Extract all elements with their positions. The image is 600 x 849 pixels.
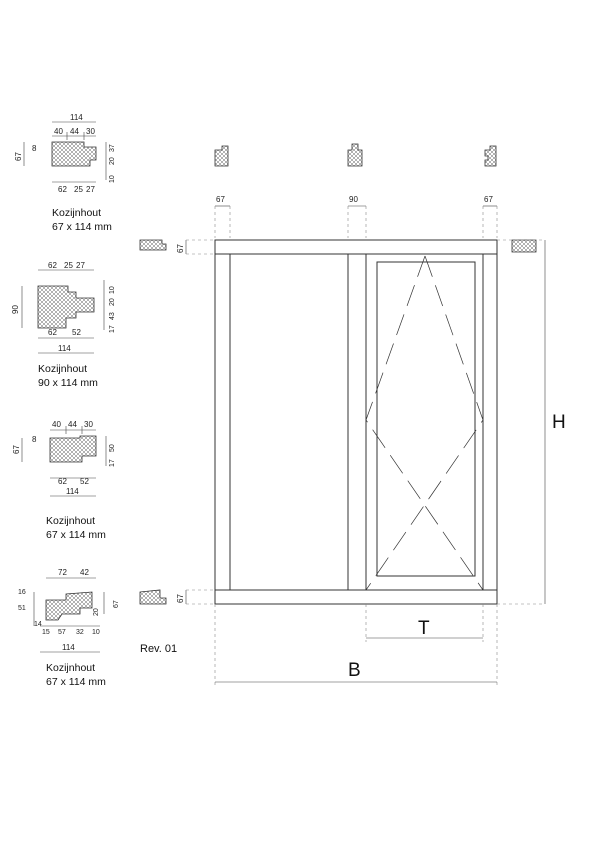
p3-dim-right-b: 17 — [109, 459, 116, 467]
col-dim-mid: 90 — [349, 195, 358, 204]
p4-dim-bot-d: 10 — [92, 629, 100, 636]
p2-dim-top-b: 25 — [64, 261, 73, 270]
p2-dim-bot-a: 62 — [48, 328, 57, 337]
p3-dim-left: 67 — [12, 445, 21, 454]
p1-dim-bot-a: 62 — [58, 185, 67, 194]
p2-dim-top-a: 62 — [48, 261, 57, 270]
p1-dim-right-c: 10 — [109, 175, 116, 183]
p3-dim-right-a: 50 — [109, 444, 116, 452]
p4-dim-bot-c: 32 — [76, 629, 84, 636]
width-dimension — [215, 660, 497, 682]
p3-section — [50, 436, 96, 462]
p1-dim-top-b: 44 — [70, 127, 79, 136]
p1-size: 67 x 114 mm — [52, 221, 112, 233]
p2-dim-left: 90 — [11, 305, 20, 314]
p4-dim-top-a: 72 — [58, 568, 67, 577]
p2-dim-right-b: 20 — [109, 298, 116, 306]
height-label: H — [552, 412, 566, 433]
p1-dim-left: 67 — [14, 152, 23, 161]
p1-dim-bot-b: 25 — [74, 185, 83, 194]
p4-dim-bot-b: 57 — [58, 629, 66, 636]
sash-label: T — [418, 618, 430, 639]
turn-sash — [366, 256, 483, 590]
p1-dim-total: 114 — [70, 113, 83, 122]
p4-dim-left-a: 16 — [18, 589, 26, 596]
p2-dim-right-d: 17 — [109, 325, 116, 333]
row-dim-top: 67 — [176, 244, 185, 253]
revision-label: Rev. 01 — [140, 643, 178, 655]
p3-size: 67 x 114 mm — [46, 529, 106, 541]
profile-3 — [12, 420, 116, 541]
p3-dim-bot-a: 62 — [58, 477, 67, 486]
p4-dim-total: 114 — [62, 643, 75, 652]
p3-dim-total: 114 — [66, 487, 79, 496]
profile-1 — [14, 113, 116, 233]
p2-dim-top-c: 27 — [76, 261, 85, 270]
col-dim-right: 67 — [484, 195, 493, 204]
p3-dim-top-a: 40 — [52, 420, 61, 429]
p1-section — [52, 142, 96, 166]
p2-dim-right-a: 10 — [109, 286, 116, 294]
col-dim-left: 67 — [216, 195, 225, 204]
profile-2 — [11, 261, 116, 389]
p4-size: 67 x 114 mm — [46, 676, 106, 688]
right-top-section — [512, 240, 536, 252]
p3-dim-bot-b: 52 — [80, 477, 89, 486]
p4-dim-left-c: 14 — [34, 621, 42, 628]
p3-dim-top-b: 44 — [68, 420, 77, 429]
profile-4 — [18, 568, 120, 688]
height-dimension — [497, 240, 566, 604]
p4-dim-right-a: 67 — [113, 600, 120, 608]
p1-name: Kozijnhout — [52, 207, 102, 219]
p2-size: 90 x 114 mm — [38, 377, 98, 389]
p1-dim-right-a: 37 — [109, 144, 116, 152]
p2-dim-right-c: 43 — [109, 312, 116, 320]
p4-section — [46, 592, 92, 620]
p1-dim-top-a: 40 — [54, 127, 63, 136]
p3-dim-top-c: 30 — [84, 420, 93, 429]
left-top-section — [140, 240, 166, 250]
p4-dim-left-b: 51 — [18, 605, 26, 612]
p2-name: Kozijnhout — [38, 363, 88, 375]
p2-dim-total: 114 — [58, 344, 71, 353]
p4-dim-right-b: 20 — [93, 608, 100, 616]
p1-dim-bot-c: 27 — [86, 185, 95, 194]
p3-dim-left-top: 8 — [32, 435, 37, 444]
p1-dim-right-b: 20 — [109, 157, 116, 165]
column-dimensions — [215, 195, 497, 238]
top-sections — [215, 144, 496, 166]
p3-name: Kozijnhout — [46, 515, 96, 527]
row-dimensions — [176, 240, 216, 604]
p4-dim-top-b: 42 — [80, 568, 89, 577]
sash-width-dimension — [366, 618, 483, 639]
left-bottom-section — [140, 590, 166, 604]
p1-dim-top-c: 30 — [86, 127, 95, 136]
p4-name: Kozijnhout — [46, 662, 96, 674]
p4-dim-bot-a: 15 — [42, 629, 50, 636]
p2-dim-bot-b: 52 — [72, 328, 81, 337]
row-dim-bottom: 67 — [176, 594, 185, 603]
p2-section — [38, 286, 94, 328]
p1-dim-left-top: 8 — [32, 144, 37, 153]
width-label: B — [348, 660, 361, 681]
